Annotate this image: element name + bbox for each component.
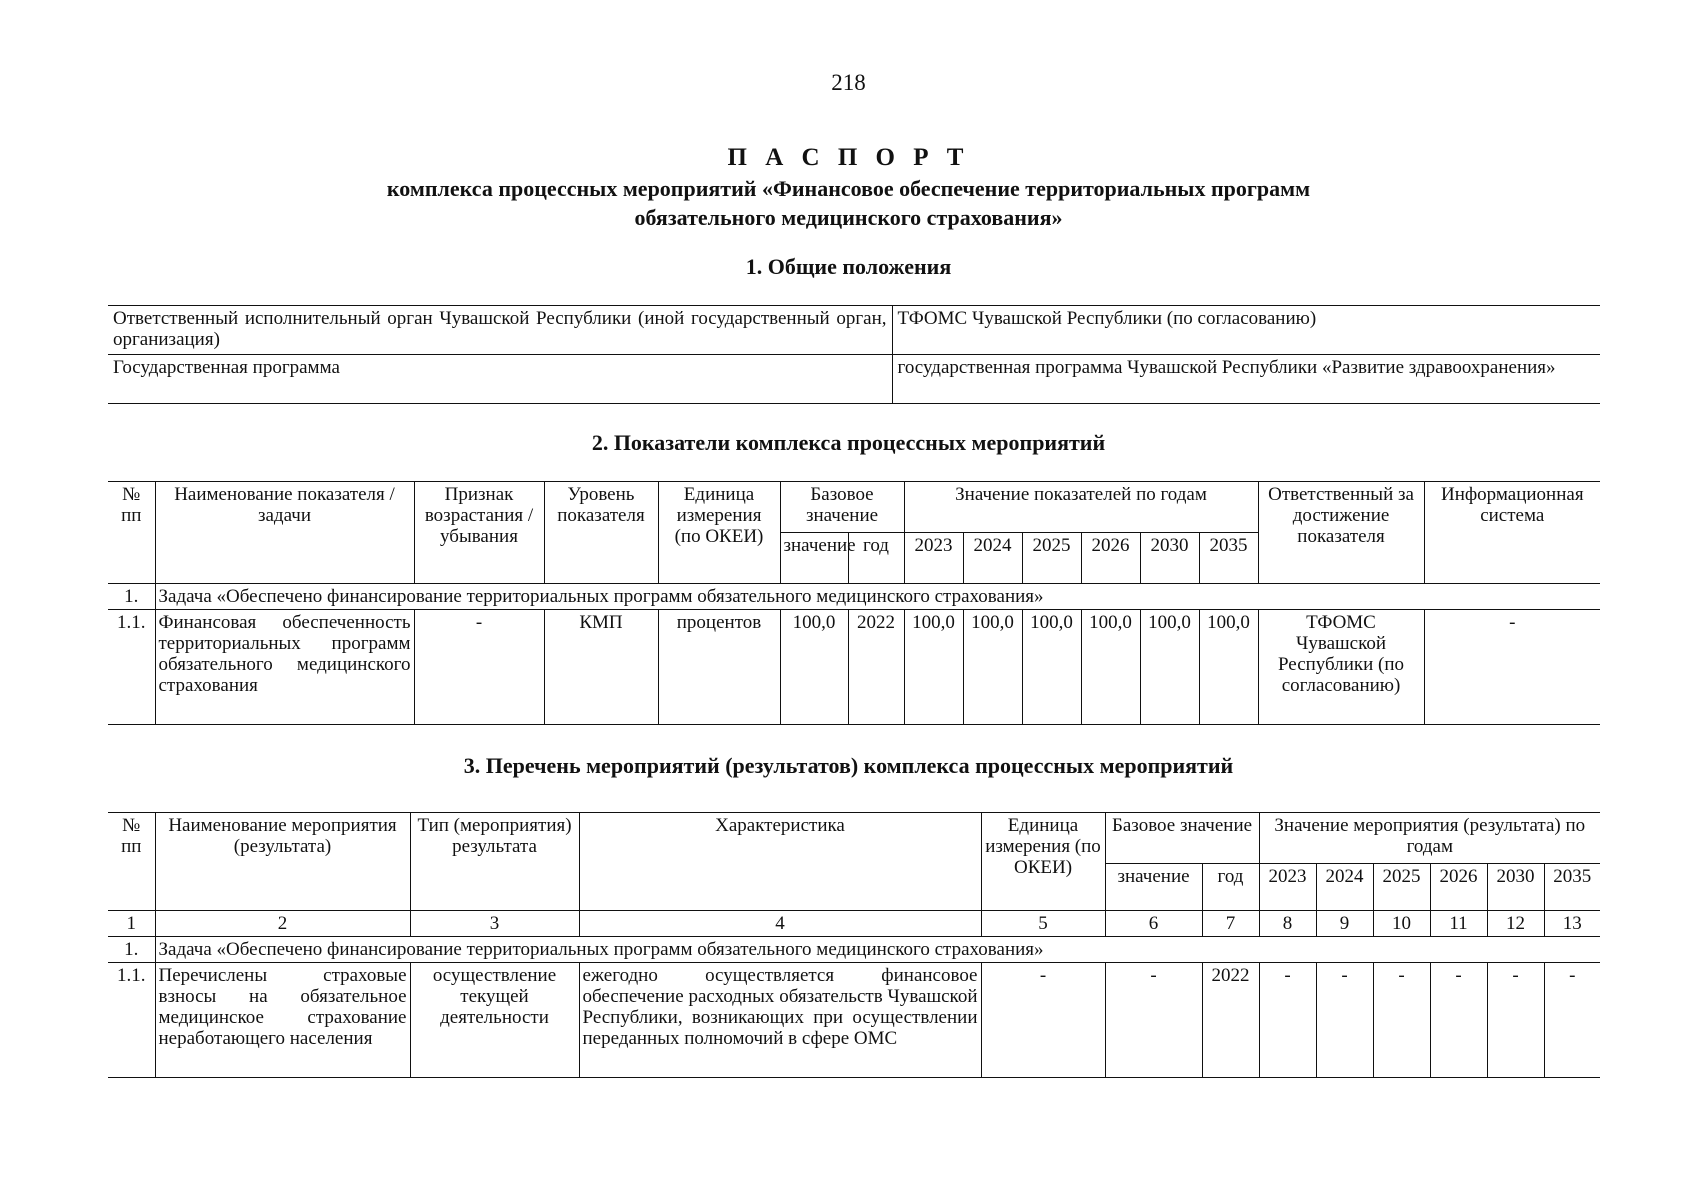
col-number: 3 (410, 911, 579, 937)
year-header: 2030 (1487, 864, 1544, 911)
column-numbers-row (108, 911, 1600, 937)
col-num-header: № пп (108, 813, 155, 911)
col-base-year-header: год (1202, 864, 1259, 911)
col-infosystem-header: Информационная система (1424, 482, 1600, 584)
col-number: 1 (108, 911, 155, 937)
year-value: 100,0 (1140, 610, 1199, 725)
row-num: 1.1. (108, 963, 155, 1078)
document-subtitle-line1: комплекса процессных мероприятий «Финансовое обеспечение территориальных программ (386, 176, 1311, 201)
indicator-unit: процентов (658, 610, 780, 725)
base-value: - (1105, 963, 1202, 1078)
year-header: 2024 (963, 533, 1022, 584)
year-value: - (1316, 963, 1373, 1078)
year-header: 2030 (1140, 533, 1199, 584)
year-value: - (1487, 963, 1544, 1078)
col-base-header: Базовое значение (1105, 813, 1259, 864)
base-year: 2022 (1202, 963, 1259, 1078)
base-year: 2022 (848, 610, 904, 725)
year-value: - (1544, 963, 1600, 1078)
table-row (108, 306, 1600, 355)
task-text: Задача «Обеспечено финансирование территориальных программ обязательного медицинского страхования» (155, 937, 1600, 963)
year-value: - (1259, 963, 1316, 1078)
year-value: - (1373, 963, 1430, 1078)
page-number: 218 (831, 70, 866, 95)
activities-table (108, 812, 1600, 1078)
general-info-table (108, 305, 1600, 404)
col-number: 13 (1544, 911, 1600, 937)
col-name-header: Наименование мероприятия (результата) (155, 813, 410, 911)
year-header: 2023 (1259, 864, 1316, 911)
responsible-org-value: ТФОМС Чувашской Республики (по согласованию) (892, 306, 1600, 355)
col-level-header: Уровень показателя (544, 482, 658, 584)
task-num: 1. (108, 937, 155, 963)
section1-heading: 1. Общие положения (745, 254, 952, 279)
col-number: 8 (1259, 911, 1316, 937)
year-value: 100,0 (1022, 610, 1081, 725)
responsible: ТФОМС Чувашской Республики (по согласованию) (1258, 610, 1424, 725)
year-value: 100,0 (1081, 610, 1140, 725)
col-number: 12 (1487, 911, 1544, 937)
col-number: 9 (1316, 911, 1373, 937)
year-header: 2026 (1081, 533, 1140, 584)
state-program-value: государственная программа Чувашской Республики «Развитие здравоохранения» (892, 355, 1600, 404)
col-name-header: Наименование показателя / задачи (155, 482, 414, 584)
col-sign-header: Признак возрастания / убывания (414, 482, 544, 584)
year-header: 2035 (1199, 533, 1258, 584)
table-row (108, 610, 1600, 725)
section2-heading: 2. Показатели комплекса процессных мероприятий (591, 430, 1106, 455)
row-num: 1.1. (108, 610, 155, 725)
indicator-level: КМП (544, 610, 658, 725)
activity-unit: - (981, 963, 1105, 1078)
table-row (108, 963, 1600, 1078)
col-number: 7 (1202, 911, 1259, 937)
indicators-table (108, 481, 1600, 725)
col-type-header: Тип (мероприятия) результата (410, 813, 579, 911)
base-value: 100,0 (780, 610, 848, 725)
year-value: 100,0 (904, 610, 963, 725)
col-unit-header: Единица измерения (по ОКЕИ) (981, 813, 1105, 911)
col-number: 10 (1373, 911, 1430, 937)
document-subtitle-line2: обязательного медицинского страхования» (634, 205, 1063, 230)
col-years-header: Значение мероприятия (результата) по годам (1259, 813, 1600, 864)
activity-type: осуществление текущей деятельности (410, 963, 579, 1078)
activity-characteristic: ежегодно осуществляется финансовое обеспечение расходных обязательств Чувашской Республики, возникающих при осуществлении переданных полномочий в сфере ОМС (579, 963, 981, 1078)
section3-heading: 3. Перечень мероприятий (результатов) комплекса процессных мероприятий (463, 753, 1234, 778)
infosystem: - (1424, 610, 1600, 725)
year-header: 2024 (1316, 864, 1373, 911)
indicator-sign: - (414, 610, 544, 725)
year-value: - (1430, 963, 1487, 1078)
document-title: П А С П О Р Т (727, 144, 970, 171)
task-num: 1. (108, 584, 155, 610)
year-header: 2025 (1373, 864, 1430, 911)
task-row (108, 584, 1600, 610)
col-base-header: Базовое значение (780, 482, 904, 533)
task-text: Задача «Обеспечено финансирование территориальных программ обязательного медицинского страхования» (155, 584, 1600, 610)
col-years-header: Значение показателей по годам (904, 482, 1258, 533)
state-program-label: Государственная программа (108, 355, 892, 404)
col-responsible-header: Ответственный за достижение показателя (1258, 482, 1424, 584)
table-row (108, 355, 1600, 404)
indicator-name: Финансовая обеспеченность территориальных программ обязательного медицинского страхования (155, 610, 414, 725)
col-number: 2 (155, 911, 410, 937)
year-header: 2035 (1544, 864, 1600, 911)
activity-name: Перечислены страховые взносы на обязательное медицинское страхование неработающего населения (155, 963, 410, 1078)
col-number: 11 (1430, 911, 1487, 937)
col-base-year-header: год (848, 533, 904, 584)
col-num-header: № пп (108, 482, 155, 584)
col-char-header: Характеристика (579, 813, 981, 911)
col-base-value-header: значение (780, 533, 848, 584)
year-value: 100,0 (1199, 610, 1258, 725)
task-row (108, 937, 1600, 963)
col-number: 5 (981, 911, 1105, 937)
col-number: 4 (579, 911, 981, 937)
year-value: 100,0 (963, 610, 1022, 725)
responsible-org-label: Ответственный исполнительный орган Чувашской Республики (иной государственный орган, организация) (108, 306, 892, 355)
year-header: 2026 (1430, 864, 1487, 911)
col-number: 6 (1105, 911, 1202, 937)
year-header: 2023 (904, 533, 963, 584)
col-base-value-header: значение (1105, 864, 1202, 911)
col-unit-header: Единица измерения (по ОКЕИ) (658, 482, 780, 584)
year-header: 2025 (1022, 533, 1081, 584)
